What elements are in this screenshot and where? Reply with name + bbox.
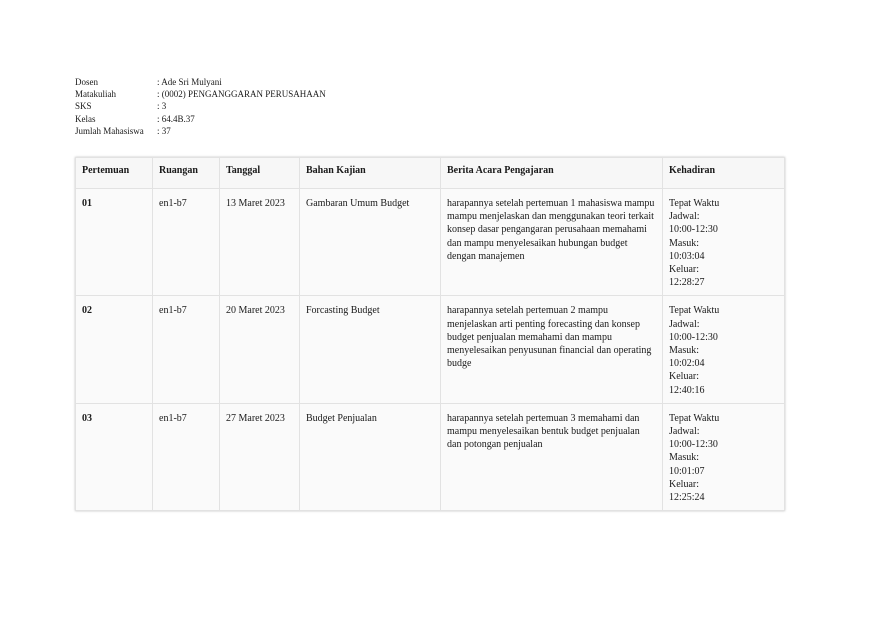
kehadiran-keluar-value: 12:25:24 (669, 492, 705, 504)
info-value: : Ade Sri Mulyani (157, 77, 222, 87)
table-row (76, 189, 785, 296)
info-kelas (75, 113, 326, 125)
info-dosen (75, 76, 326, 88)
table-header-row (76, 158, 785, 189)
cell-tanggal: 20 Maret 2023 (220, 296, 300, 403)
cell-pertemuan: 02 (76, 296, 153, 403)
cell-kehadiran (663, 296, 785, 403)
cell-tanggal: 27 Maret 2023 (220, 403, 300, 510)
info-label: Dosen (75, 77, 98, 87)
info-value: : 64.4B.37 (157, 113, 195, 124)
kehadiran-jadwal-value: 10:00-12:30 (669, 331, 718, 343)
cell-bahan-kajian: Forcasting Budget (300, 296, 441, 403)
cell-berita-acara: harapannya setelah pertemuan 2 mampu menjelaskan arti penting forecasting dan konsep budget penjualan memahami dan mampu menyelesaikan penyusunan financial dan operating budge (441, 296, 663, 403)
header-bahan-kajian: Bahan Kajian (300, 158, 441, 189)
info-value: : (0002) PENGANGGARAN PERUSAHAAN (157, 89, 326, 100)
cell-kehadiran (663, 403, 785, 510)
cell-pertemuan: 03 (76, 403, 153, 510)
kehadiran-status: Tepat Waktu (669, 412, 720, 424)
kehadiran-keluar-value: 12:40:16 (669, 384, 705, 396)
info-label: Kelas (75, 113, 96, 124)
info-label: Jumlah Mahasiswa (75, 125, 144, 136)
cell-kehadiran (663, 189, 785, 296)
info-matakuliah (75, 88, 326, 100)
table-row (76, 403, 785, 510)
cell-ruangan: en1-b7 (153, 403, 220, 510)
table-row (76, 296, 785, 403)
header-pertemuan: Pertemuan (76, 158, 153, 189)
kehadiran-jadwal-label: Jadwal: (669, 426, 700, 438)
kehadiran-masuk-label: Masuk: (669, 452, 699, 464)
kehadiran-status: Tepat Waktu (669, 305, 720, 317)
course-info (75, 76, 326, 137)
info-sks (75, 100, 326, 112)
cell-pertemuan: 01 (76, 189, 153, 296)
kehadiran-keluar-label: Keluar: (669, 264, 699, 276)
kehadiran-masuk-label: Masuk: (669, 345, 699, 357)
attendance-table (75, 157, 785, 511)
header-kehadiran: Kehadiran (663, 158, 785, 189)
kehadiran-jadwal-value: 10:00-12:30 (669, 439, 718, 451)
info-jumlah-mahasiswa (75, 125, 326, 137)
kehadiran-jadwal-value: 10:00-12:30 (669, 224, 718, 236)
kehadiran-jadwal-label: Jadwal: (669, 211, 700, 223)
kehadiran-keluar-label: Keluar: (669, 371, 699, 383)
cell-berita-acara: harapannya setelah pertemuan 3 memahami dan mampu menyelesaikan bentuk budget penjualan dan potongan penjualan (441, 403, 663, 510)
info-value: : 3 (157, 101, 167, 112)
kehadiran-keluar-label: Keluar: (669, 478, 699, 490)
kehadiran-masuk-value: 10:03:04 (669, 250, 705, 262)
kehadiran-keluar-value: 12:28:27 (669, 277, 705, 289)
kehadiran-masuk-label: Masuk: (669, 237, 699, 249)
header-tanggal: Tanggal (220, 158, 300, 189)
kehadiran-status: Tepat Waktu (669, 198, 720, 209)
info-value: : 37 (157, 125, 171, 136)
cell-ruangan: en1-b7 (153, 189, 220, 296)
info-label: SKS (75, 101, 92, 112)
kehadiran-masuk-value: 10:01:07 (669, 465, 705, 477)
cell-bahan-kajian: Gambaran Umum Budget (300, 189, 441, 296)
cell-tanggal: 13 Maret 2023 (220, 189, 300, 296)
cell-ruangan: en1-b7 (153, 296, 220, 403)
cell-bahan-kajian: Budget Penjualan (300, 403, 441, 510)
cell-berita-acara: harapannya setelah pertemuan 1 mahasiswa mampu mampu menjelaskan dan menggunakan teori terkait konsep dasar pengangaran perusahaan memahami dan mampu menyelesaikan hubungan budget dengan manajemen (441, 189, 663, 296)
kehadiran-jadwal-label: Jadwal: (669, 318, 700, 330)
header-ruangan: Ruangan (153, 158, 220, 189)
info-label: Matakuliah (75, 89, 116, 100)
header-berita-acara: Berita Acara Pengajaran (441, 158, 663, 189)
kehadiran-masuk-value: 10:02:04 (669, 358, 705, 370)
